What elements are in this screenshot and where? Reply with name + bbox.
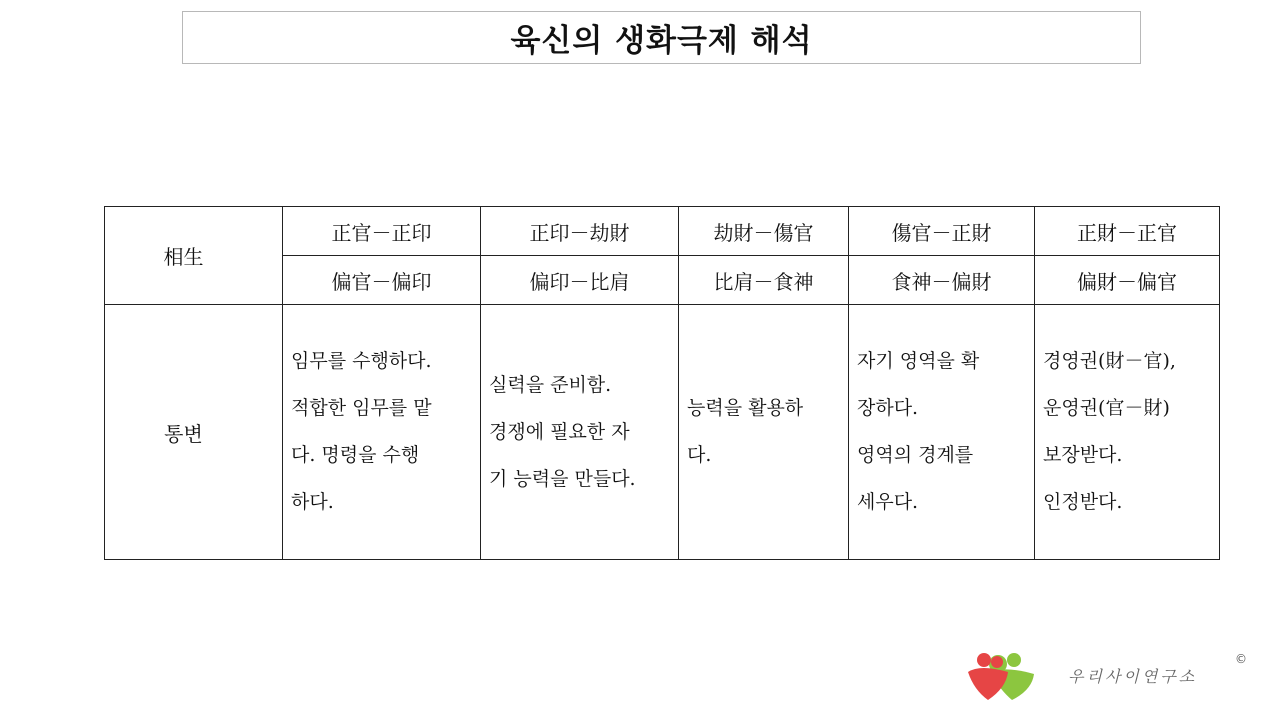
copyright-mark: © [1235,652,1247,666]
logo-hearts-icon [966,650,1036,702]
description-line: 인정받다. [1043,491,1123,513]
pair-cell: 比肩－食神 [679,256,849,305]
table-row [105,305,1220,560]
description-cell [283,305,481,560]
description-cell [849,305,1035,560]
pair-cell: 食神－偏財 [849,256,1035,305]
pair-cell: 劫財－傷官 [679,207,849,256]
description-line: 다. 명령을 수행 [291,444,420,466]
interpretation-table [104,206,1220,560]
pair-cell: 偏財－偏官 [1035,256,1220,305]
description-line: 다. [687,444,712,466]
pair-cell: 偏印－比肩 [481,256,679,305]
description-cell [481,305,679,560]
description-line: 장하다. [857,397,919,419]
description-line: 적합한 임무를 맡 [291,397,432,419]
description-cell [679,305,849,560]
red-heart-icon [968,653,1008,700]
description-line: 실력을 준비함. [489,373,612,396]
description-line: 경쟁에 필요한 자 [489,420,630,443]
title-box [182,11,1141,64]
description-line: 기 능력을 만들다. [489,467,636,490]
table-row [105,207,1220,256]
description-line: 능력을 활용하 [687,397,804,419]
brand-name: 우리사이연구소 [1068,667,1198,686]
pair-cell: 正印－劫財 [481,207,679,256]
description-line: 임무를 수행하다. [291,350,432,372]
description-cell [1035,305,1220,560]
description-line: 경영권(財－官), [1043,350,1176,372]
row-header-sangsaeng: 相生 [105,207,283,305]
row-header-tongbyeon: 통변 [105,305,283,560]
page-title: 육신의 생화극제 해석 [510,23,813,59]
pair-cell: 偏官－偏印 [283,256,481,305]
description-line: 자기 영역을 확 [857,350,980,372]
description-line: 운영권(官－財) [1043,397,1170,419]
pair-cell: 正財－正官 [1035,207,1220,256]
description-line: 보장받다. [1043,444,1123,466]
description-line: 하다. [291,491,334,513]
pair-cell: 正官－正印 [283,207,481,256]
pair-cell: 傷官－正財 [849,207,1035,256]
description-line: 세우다. [857,491,919,513]
description-line: 영역의 경계를 [857,444,974,466]
